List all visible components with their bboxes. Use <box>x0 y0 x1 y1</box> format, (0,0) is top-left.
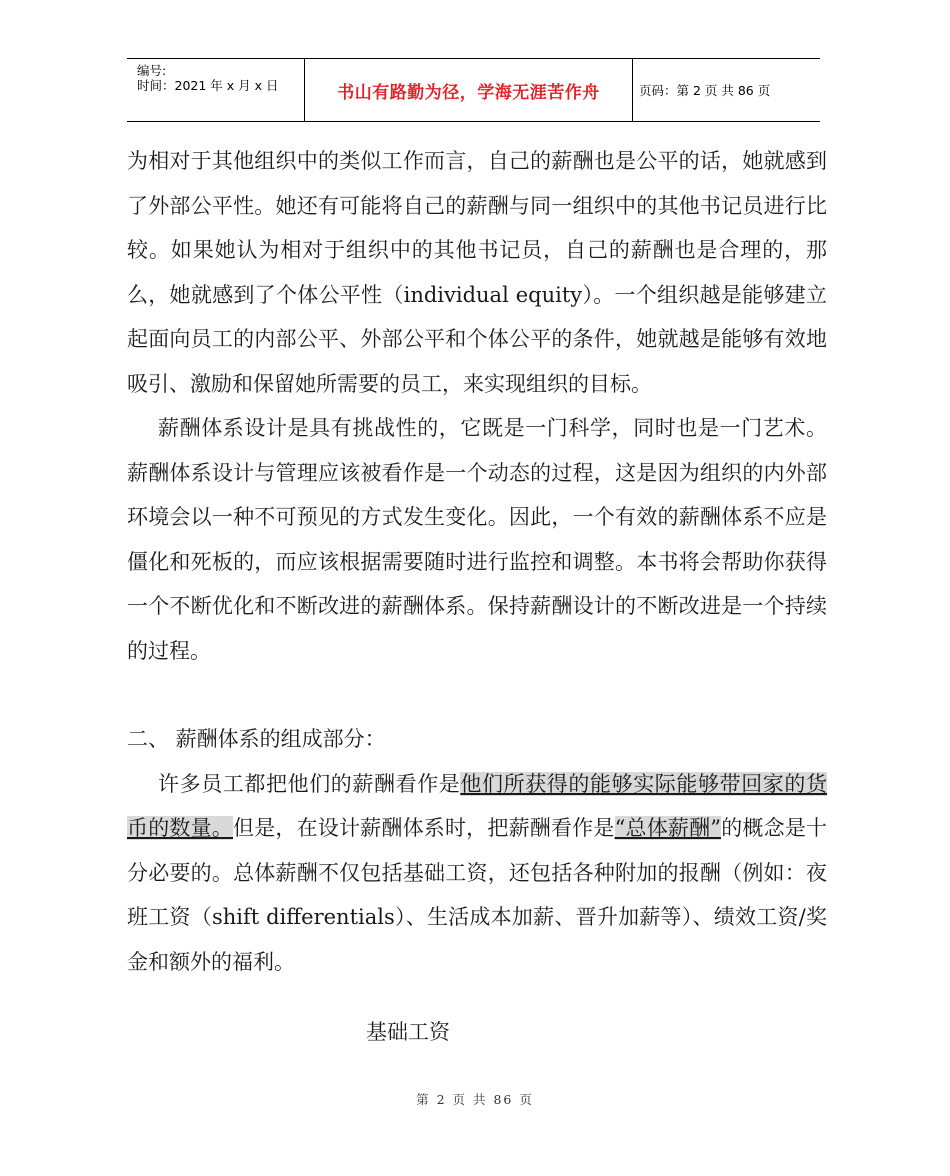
section-heading: 二、 薪酬体系的组成部分： <box>127 727 386 751</box>
body-paragraph <box>127 762 827 985</box>
document-body <box>127 139 827 984</box>
header-meta <box>137 63 307 93</box>
body-paragraph: 薪酬体系设计是具有挑战性的，它既是一门科学，同时也是一门艺术。薪酬体系设计与管理应该被看作是一个动态的过程，这是因为组织的内外部环境会以一种不可预见的方式发生变化。因此，一个有效的薪酬体系不应是僵化和死板的，而应该根据需要随时进行监控和调整。本书将会帮助你获得一个不断优化和不断改进的薪酬体系。保持薪酬设计的不断改进是一个持续的过程。 <box>127 416 827 663</box>
diagram-label: 基础工资 <box>366 1020 450 1044</box>
paragraph-text: 但是，在设计薪酬体系时，把薪酬看作是 <box>233 816 615 840</box>
paragraph-spacer <box>127 673 827 717</box>
document-time-label: 时间：2021 年 x 月 x 日 <box>137 78 279 93</box>
header-motto: 书山有路勤为径，学海无涯苦作舟 <box>337 82 600 103</box>
page-header <box>127 58 820 122</box>
highlighted-text: 他们所获得的能够实际能够带回家的货币的数量。 <box>127 771 828 840</box>
header-divider <box>632 59 633 121</box>
page-footer: 第 2 页 共 86 页 <box>416 1092 534 1107</box>
highlighted-text: “总体薪酬” <box>614 816 722 840</box>
paragraph-text: 的概念是十分必要的。总体薪酬不仅包括基础工资，还包括各种附加的报酬（例如：夜班工资（shift differentials）、生活成本加薪、晋升加薪等）、绩效工资/奖金和额外的福利。 <box>127 816 828 974</box>
header-page-info: 页码：第 2 页 共 86 页 <box>639 83 771 98</box>
paragraph-text: 许多员工都把他们的薪酬看作是 <box>158 771 461 796</box>
document-number-label: 编号: <box>137 63 167 78</box>
body-paragraph: 为相对于其他组织中的类似工作而言，自己的薪酬也是公平的话，她就感到了外部公平性。她还有可能将自己的薪酬与同一组织中的其他书记员进行比较。如果她认为相对于组织中的其他书记员，自己的薪酬也是合理的，那么，她就感到了个体公平性（individual equity）。一个组织越是能够建立起面向员工的内部公平、外部公平和个体公平的条件，她就越是能够有效地吸引、激励和保留她所需要的员工，来实现组织的目标。 <box>127 149 827 396</box>
